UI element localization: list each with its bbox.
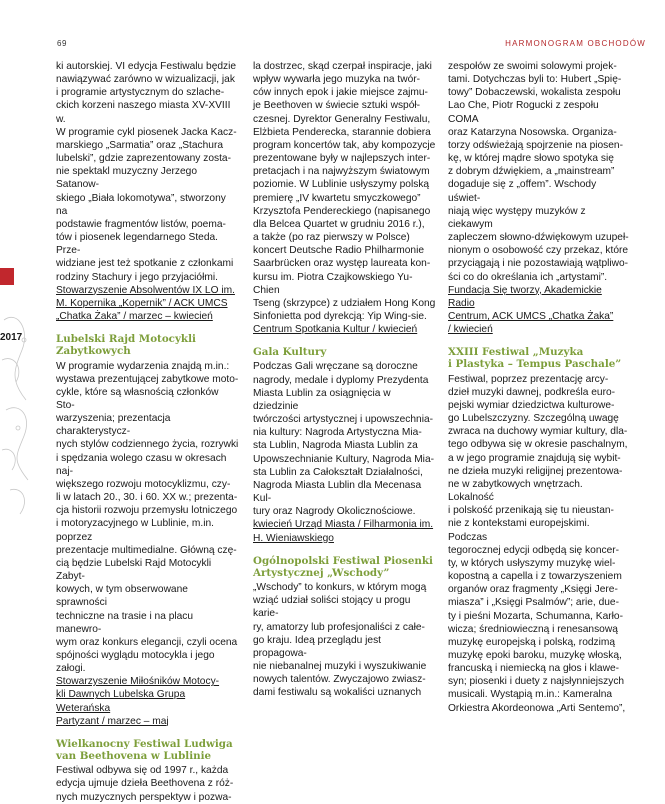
paragraph: W programie wydarzenia znajdą m.in.: wystawa prezentującej zabytkowe moto- cykle, które są własnością członków Sto- warzyszenia; prezentacja charakterystycz- nych stylów codziennego życia, rozrywki i spędzania wolego czasu w okresach naj- większego rozwoju motocyklizmu, czy- li w latach 20., 30. i 60. XX w.; prezenta- cja historii rozwoju przemysłu lotniczego i motoryzacyjnego w Lublinie, m.in. poprzez prezentacje multimedialne. Główną czę- cią będzie Lubelski Rajd Motocykli Zabyt- kowych, w tym obserwowane sprawności techniczne na trasie i na placu manewro- wym oraz konkurs elegancji, czyli ocena spójności wyglądu motocykla i jego załogi. [56,360,239,675]
organizer-line: Centrum Spotkania Kultur / kwiecień [253,324,418,336]
section-heading: Ogólnopolski Festiwal Piosenki Artystycznej „Wschody” [253,554,433,579]
bird-illustration [0,290,48,530]
column-2 [253,60,436,699]
paragraph: la dostrzec, skąd czerpał inspiracje, jaki wpływ wywarła jego muzyka na twór- ców innych epok i jakie miejsce zajmu- je Beethoven w świecie sztuki współ- czesnej. Dyrektor Generalny Festiwalu, Elżbieta Penderecka, starannie dobiera program koncertów tak, aby kompozycje prezentowane były w najlepszych inter- pretacjach i na najwyższym światowym poziomie. W Lublinie usłyszymy polską premierę „IV kwartetu smyczkowego” Krzysztofa Pendereckiego (napisanego dla Belcea Quartet w grudniu 2016 r.), a także (po raz pierwszy w Polsce) koncert Deutsche Radio Philharmonie Saarbrücken oraz występ laureata kon- kursu im. Piotra Czajkowskiego Yu-Chien Tseng (skrzypce) z udziałem Hong Kong Sinfonietta pod dyrekcją: Yip Wing-sie. [253,61,436,322]
paragraph: „Wschody” to konkurs, w którym mogą wziąć udział soliści stojący u progu karie- ry, amatorzy lub profesjonaliści z całe- go kraju. Ideą przeglądu jest propagowa- nie niebanalnej muzyki i wyszukiwanie nowych talentów. Zwyczajowo zwiasz- dami festiwalu są wokaliści uznanych [253,582,427,699]
organizer-line: Fundacja Się tworzy, Akademickie Radio Centrum, ACK UMCS „Chatka Żaka” / kwiecień [448,284,614,336]
column-3 [448,60,631,715]
paragraph: Festiwal, poprzez prezentację arcy- dzieł muzyki dawnej, podkreśla euro- pejski wymiar dziedzictwa kulturowe- go Lubelszczyzny. Szczególną uwagę zwraca na duchowy wymiar kultury, dla- tego odbywa się w okresie paschalnym, a w jego programie znajdują się wybit- ne dzieła muzyki religijnej prezentowa- ne w zabytkowych wnętrzach. Lokalność i polskość przenikają się tu nieustan- nie z kontekstami europejskimi. Podczas tegorocznej edycji odbędą się koncer- ty, w których usłyszymy muzykę wiel- kopostną a capella i z towarzyszeniem organów oraz fragmenty „Księgi Jere- miasza” i „Księgi Psalmów”; arie, due- ty i pieśni Mozarta, Schumanna, Karło- wicza; średniowieczną i renesansową muzykę europejską i polską, rodzimą muzykę epoki baroku, muzykę włoską, francuską i niemiecką na głos i klawe- syn; piosenki i duety z najsłynniejszych musicali. Wystąpią m.in.: Kameralna Orkiestra Akordeonowa „Arti Sentemo”, [448,373,628,714]
year-label: 2017 [0,332,23,343]
page-number: 69 [57,39,67,48]
organizer-line: Stowarzyszenie Miłośników Motocy- kli Dawnych Lubelska Grupa Weterańska Partyzant / marzec – maj [56,676,220,727]
paragraph: ki autorskiej. VI edycja Festiwalu będzie nawiązywać zarówno w wizualizacji, jak i programie artystycznym do szlache- ckich korzeni naszego miasta XV-XVIII w. W programie cykl piosenek Jacka Kacz- marskiego „Sarmatia” oraz „Stachura lubelski”, gdzie zaprezentowany zosta- nie spektakl muzyczny Jerzego Satanow- skiego „Biała lokomotywa”, stworzony na podstawie fragmentów listów, poema- tów i piosenek legendarnego Steda. Prze- widziane jest też spotkanie z członkami rodziny Stachury i jego przyjaciółmi. [56,61,237,283]
section-heading: Lubelski Rajd Motocykli Zabytkowych [56,333,196,358]
running-header-title: HARMONOGRAM OBCHODÓW [505,39,646,48]
section-heading: XXIII Festiwal „Muzyka i Plastyka – Tempus Paschale” [448,346,622,371]
paragraph: Podczas Gali wręczane są doroczne nagrody, medale i dyplomy Prezydenta Miasta Lublin za osiągnięcia w dziedzinie twórczości artystycznej i upowszechnia- nia kultury: Nagroda Artystyczna Mia- sta Lublin, Nagroda Miasta Lublin za Upowszechnianie Kultury, Nagroda Mia- sta Lublin za Całokształt Działalności, Nagroda Miasta Lublin dla Mecenasa Kul- tury oraz Nagrody Okolicznościowe. [253,361,435,518]
paragraph: zespołów ze swoimi solowymi projek- tami. Dotychczas byli to: Hubert „Spię- towy” Dobaczewski, wokalista zespołu Lao Che, Piotr Rogucki z zespołu COMA oraz Katarzyna Nosowska. Organiza- torzy odświeżają spojrzenie na piosen- kę, w której mądre słowo spotyka się z dobrym dźwiękiem, a „mainstream” dogaduje się z „offem”. Wschody uświet- niają więc występy muzyków z ciekawym zapleczem słowno-dźwiękowym uzupeł- nionym o osobowość czy przekaz, które przyciągają i nie pozostawiają wątpliwo- ści co do określania ich „artystami”. [448,61,629,283]
paragraph: Festiwal odbywa się od 1997 r., każda edycja ujmuje dzieła Beethovena z róż- nych muzycznych perspektyw i pozwa- [56,765,234,803]
column-1 [56,60,239,804]
organizer-line: Stowarzyszenie Absolwentów IX LO im. M. Kopernika „Kopernik” / ACK UMCS „Chatka Żaka” / marzec – kwiecień [56,284,235,322]
section-heading: Wielkanocny Festiwal Ludwiga van Beethovena w Lublinie [56,737,233,763]
red-section-tab [0,268,14,285]
organizer-line: kwiecień Urząd Miasta / Filharmonia im. H. Wieniawskiego [253,519,434,544]
section-heading: Gala Kultury [253,346,327,359]
